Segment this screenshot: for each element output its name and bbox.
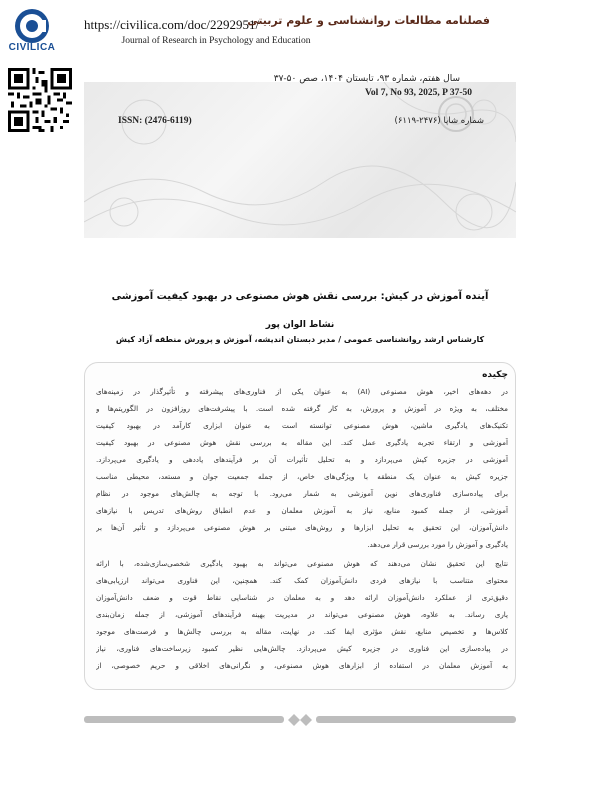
author-affiliation: کارشناس ارشد روانشناسی عمومی / مدیر دبستان اندیشه، آموزش و پرورش منطقه آزاد کیش bbox=[115, 335, 485, 344]
abstract-line: به آموزش معلمان در استفاده از ابزارهای هوش مصنوعی، و نگرانی‌های اخلاقی و حریم خصوصی، از bbox=[96, 661, 508, 670]
journal-issn: ISSN: (2476-6119) bbox=[118, 116, 192, 126]
journal-volume-persian: سال هفتم، شماره ۹۳، تابستان ۱۴۰۴، صص ۵۰-۳۷ bbox=[273, 74, 460, 84]
abstract-line: یاری رساند. به علاوه، هوش مصنوعی می‌تواند در مدیریت بهینه فرآیندهای آموزشی، از جمله زمان‌بندی bbox=[96, 610, 508, 619]
abstract-line: کلاس‌ها و تخصیص منابع، نقش مؤثری ایفا کند. در نهایت، مقاله به بررسی چالش‌ها و فرصت‌های موجود bbox=[96, 627, 508, 636]
footer-ornament-divider bbox=[84, 710, 516, 730]
abstract-line: یادگیری و آموزش را مورد بررسی قرار می‌دهد. bbox=[367, 540, 508, 549]
abstract-line: در پیاده‌سازی این فناوری در جزیره کیش می‌پردازد. چالش‌هایی نظیر کمبود زیرساخت‌های فناوری، نیاز bbox=[96, 644, 508, 653]
abstract-line: نتایج این تحقیق نشان می‌دهند که هوش مصنوعی می‌تواند به بهبود یادگیری شخصی‌سازی‌شده، با ارائه bbox=[96, 559, 508, 568]
abstract-line: آموزشی و ارتقاء تجربه یادگیری عمل کند. این مقاله به بررسی نقش هوش مصنوعی در بهبود کیفیت bbox=[96, 438, 508, 447]
abstract-line: محتوای متناسب با نیازهای فردی دانش‌آموزان کمک کند. همچنین، این فناوری می‌تواند ارزیابی‌های bbox=[96, 576, 508, 585]
journal-volume-english: Vol 7, No 93, 2025, P 37-50 bbox=[364, 88, 472, 98]
journal-title-english: Journal of Research in Psychology and Education bbox=[121, 36, 311, 46]
journal-title-persian: فصلنامه مطالعات روانشناسی و علوم تربیتی bbox=[247, 14, 490, 27]
journal-issn-persian: شماره شاپا (۲۴۷۶-۶۱۱۹) bbox=[394, 116, 484, 126]
abstract-line: دانش‌آموزان، این تحقیق به تحلیل ابزارها و روش‌های مبتنی بر هوش مصنوعی می‌پردازد و تأثیر آن‌ها بر bbox=[96, 523, 508, 532]
civilica-logo-icon[interactable] bbox=[4, 6, 60, 62]
qr-code-icon bbox=[8, 68, 72, 132]
journal-header-card bbox=[84, 82, 516, 238]
abstract-heading: چکیده bbox=[482, 370, 508, 380]
logo-text: CIVILICA bbox=[8, 42, 56, 53]
abstract-line: دقیق‌تری از عملکرد دانش‌آموزان ارائه دهد و به معلمان در شناسایی نقاط قوت و ضعف دانش‌آموزان bbox=[96, 593, 508, 602]
abstract-line: جزیره کیش به عنوان یک منطقه با ویژگی‌های خاص، از جمله جمعیت جوان و مستعد، محیطی مناسب bbox=[96, 472, 508, 481]
journal-seal-icon bbox=[436, 94, 476, 134]
abstract-line: در دهه‌های اخیر، هوش مصنوعی (AI) به عنوان یکی از فناوری‌های پیشرفته و تأثیرگذار در زمینه‌های bbox=[96, 387, 508, 396]
document-url-link[interactable]: https://civilica.com/doc/2292951/ bbox=[84, 17, 260, 32]
abstract-line: تکنیک‌های یادگیری ماشین، هوش مصنوعی توانسته است به عنوان ابزاری کارآمد در بهبود کیفیت bbox=[96, 421, 508, 430]
article-title: آینده آموزش در کیش: بررسی نقش هوش مصنوعی در بهبود کیفیت آموزشی bbox=[111, 291, 489, 302]
abstract-line: برای پیاده‌سازی فناوری‌های نوین آموزشی به شمار می‌رود. با توجه به چالش‌های موجود در نظام bbox=[96, 489, 508, 498]
abstract-line: آموزشی در جزیره کیش می‌پردازد و به تحلیل تأثیرات آن بر فرآیندهای یاددهی و یادگیری می‌پردازد. bbox=[96, 455, 508, 464]
abstract-line: مختلف، به ویژه در آموزش و پرورش، به کار گرفته شده است. با پیشرفت‌های روزافزون در الگوریتم‌ها و bbox=[96, 404, 508, 413]
author-name: نشاط الوان پور bbox=[265, 320, 335, 330]
abstract-line: آموزشی، از جمله کمبود منابع، نیاز به آموزش معلمان و عدم انطباق روش‌های تدریس با نیازهای bbox=[96, 506, 508, 515]
